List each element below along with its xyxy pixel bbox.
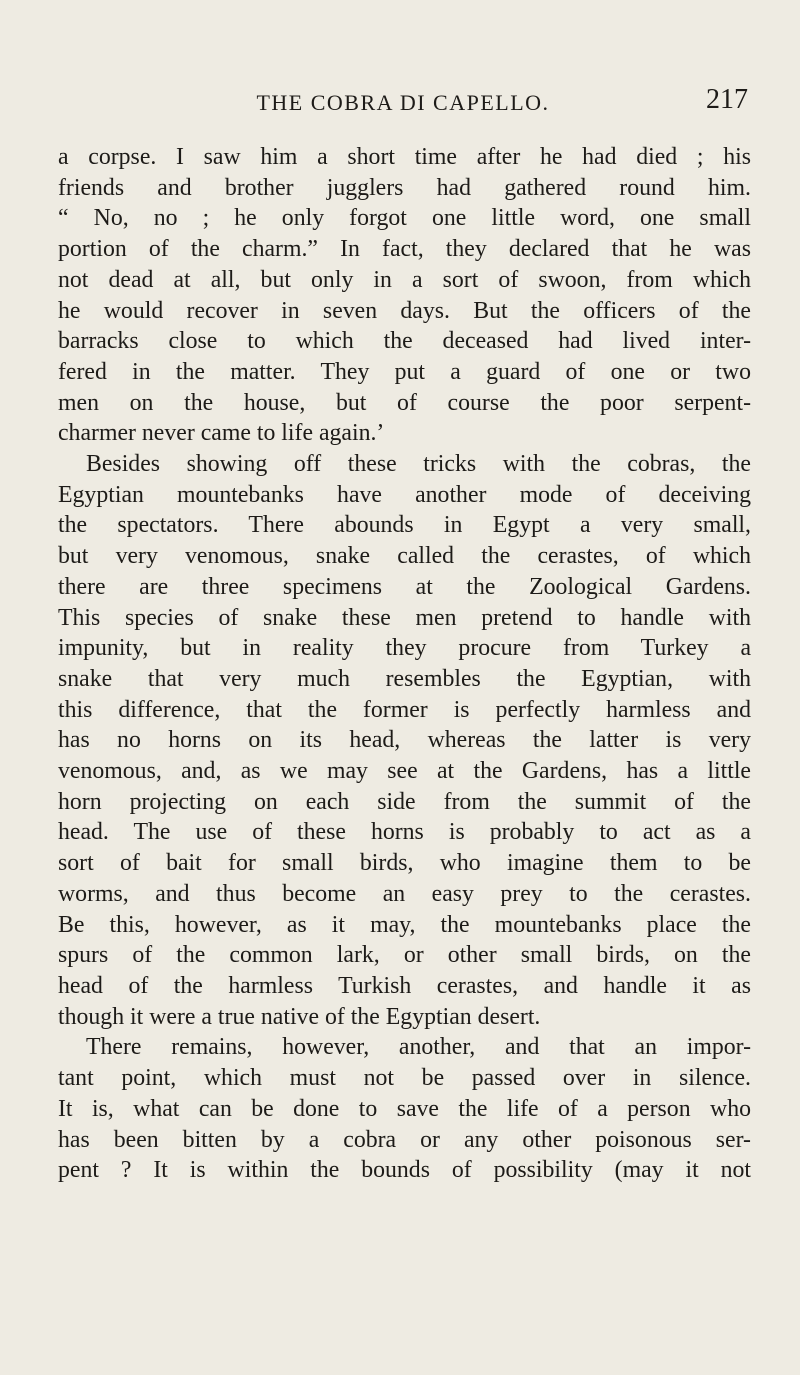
paragraph-3 bbox=[58, 1032, 751, 1186]
page-number: 217 bbox=[706, 84, 748, 115]
text-line: horn projecting on each side from the summit of the bbox=[58, 788, 751, 815]
text-line: there are three specimens at the Zoological Gardens. bbox=[58, 573, 751, 600]
body-text bbox=[58, 142, 751, 1186]
text-line: barracks close to which the deceased had lived inter- bbox=[58, 328, 751, 355]
text-line: tant point, which must not be passed over in silence. bbox=[58, 1065, 751, 1092]
text-line: a corpse. I saw him a short time after he had died ; his bbox=[58, 144, 751, 170]
running-head bbox=[58, 82, 748, 122]
running-title: THE COBRA DI CAPELLO. bbox=[256, 90, 550, 115]
text-line: men on the house, but of course the poor serpent- bbox=[58, 389, 751, 416]
text-line: “ No, no ; he only forgot one little word, one small bbox=[58, 205, 751, 232]
text-line: charmer never came to life again.’ bbox=[58, 420, 385, 447]
text-line: not dead at all, but only in a sort of swoon, from which bbox=[58, 266, 751, 293]
paragraph-1 bbox=[58, 142, 751, 449]
text-line: the spectators. There abounds in Egypt a very small, bbox=[58, 512, 751, 539]
text-line: has been bitten by a cobra or any other poisonous ser- bbox=[58, 1126, 751, 1153]
text-line: sort of bait for small birds, who imagine them to be bbox=[58, 850, 751, 877]
text-line: This species of snake these men pretend to handle with bbox=[58, 604, 751, 631]
text-line: head of the harmless Turkish cerastes, and handle it as bbox=[58, 972, 751, 999]
text-line: fered in the matter. They put a guard of one or two bbox=[58, 358, 751, 385]
text-line: pent ? It is within the bounds of possibility (may it not bbox=[58, 1157, 751, 1184]
text-line: friends and brother jugglers had gathered round him. bbox=[58, 174, 751, 201]
text-line: Be this, however, as it may, the mountebanks place the bbox=[58, 911, 751, 938]
text-line: though it were a true native of the Egyptian desert. bbox=[58, 1003, 541, 1030]
text-line: head. The use of these horns is probably to act as a bbox=[58, 819, 751, 846]
text-line: impunity, but in reality they procure from Turkey a bbox=[58, 635, 751, 662]
text-line: worms, and thus become an easy prey to the cerastes. bbox=[58, 880, 751, 907]
text-line: this difference, that the former is perfectly harmless and bbox=[58, 696, 751, 723]
text-line: It is, what can be done to save the life of a person who bbox=[58, 1095, 751, 1122]
paragraph-2 bbox=[58, 449, 751, 1032]
text-line: but very venomous, snake called the cerastes, of which bbox=[58, 543, 751, 570]
text-line: There remains, however, another, and that an impor- bbox=[86, 1034, 751, 1061]
text-line: venomous, and, as we may see at the Gardens, has a little bbox=[58, 758, 751, 785]
text-line: Egyptian mountebanks have another mode of deceiving bbox=[58, 481, 751, 508]
text-line: Besides showing off these tricks with the cobras, the bbox=[86, 451, 751, 478]
text-line: he would recover in seven days. But the officers of the bbox=[58, 297, 751, 324]
text-line: portion of the charm.” In fact, they declared that he was bbox=[58, 236, 751, 263]
text-line: has no horns on its head, whereas the latter is very bbox=[58, 727, 751, 754]
text-line: snake that very much resembles the Egyptian, with bbox=[58, 665, 751, 692]
text-line: spurs of the common lark, or other small birds, on the bbox=[58, 942, 751, 969]
